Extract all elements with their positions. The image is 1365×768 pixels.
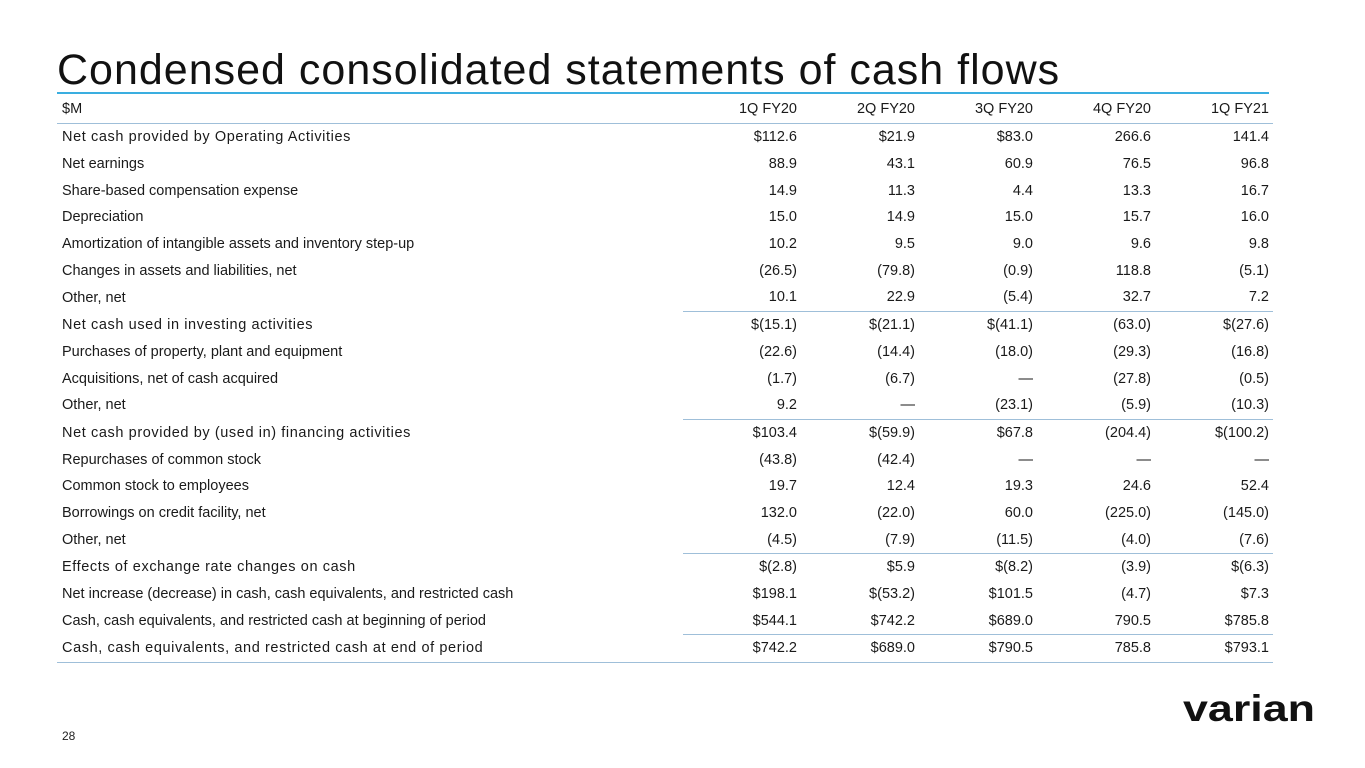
- row-value: (22.0): [877, 504, 915, 521]
- row-value: 12.4: [886, 478, 915, 495]
- row-value: 10.2: [768, 236, 797, 253]
- subtotal-row: [57, 124, 1273, 151]
- table-row: [57, 284, 1273, 311]
- row-label: Net earnings: [62, 156, 145, 173]
- row-value: 9.8: [1248, 236, 1269, 253]
- row-value: (5.1): [1239, 262, 1269, 279]
- page-title: Condensed consolidated statements of cash flows: [57, 46, 1061, 94]
- row-value: —: [900, 397, 915, 414]
- row-value: 88.9: [768, 156, 797, 173]
- table-row: [57, 392, 1273, 419]
- row-value: 15.7: [1122, 209, 1151, 226]
- column-header-1q-fy21: 1Q FY21: [1155, 95, 1273, 124]
- row-value: —: [1018, 370, 1033, 387]
- table-row: [57, 500, 1273, 527]
- row-label: Net cash provided by Operating Activities: [62, 129, 351, 146]
- row-label: Share-based compensation expense: [62, 182, 299, 199]
- row-value: (204.4): [1037, 419, 1155, 446]
- table-row: [57, 339, 1273, 366]
- row-value: (18.0): [995, 343, 1033, 360]
- table-row: [57, 231, 1273, 258]
- cash-flow-table: [57, 95, 1273, 663]
- row-value: 132.0: [760, 504, 797, 521]
- row-value: 22.9: [886, 289, 915, 306]
- row-value: $(27.6): [1155, 311, 1273, 338]
- row-value: 10.1: [768, 289, 797, 306]
- row-value: $(21.1): [801, 311, 919, 338]
- row-value: 4.4: [1012, 182, 1033, 199]
- row-label: Effects of exchange rate changes on cash: [62, 559, 356, 576]
- row-value: 7.2: [1248, 289, 1269, 306]
- row-value: $(2.8): [683, 554, 801, 581]
- row-value: $(59.9): [801, 419, 919, 446]
- table-row: [57, 446, 1273, 473]
- row-value: (14.4): [877, 343, 915, 360]
- row-value: $742.2: [870, 612, 915, 629]
- row-value: 19.7: [768, 478, 797, 495]
- row-label: Borrowings on credit facility, net: [62, 504, 266, 521]
- row-value: 15.0: [1004, 209, 1033, 226]
- row-value: $67.8: [919, 419, 1037, 446]
- row-value: 16.7: [1240, 182, 1269, 199]
- row-value: $544.1: [752, 612, 797, 629]
- row-label: Depreciation: [62, 209, 144, 226]
- row-value: 60.0: [1004, 504, 1033, 521]
- subtotal-row: [57, 635, 1273, 663]
- row-value: 141.4: [1232, 129, 1269, 146]
- row-value: (79.8): [877, 262, 915, 279]
- column-header-1q-fy20: 1Q FY20: [683, 95, 801, 124]
- row-label: Acquisitions, net of cash acquired: [62, 370, 279, 387]
- row-value: (11.5): [996, 531, 1033, 548]
- row-value: (4.5): [767, 531, 797, 548]
- table-row: [57, 151, 1273, 178]
- row-label: Cash, cash equivalents, and restricted cash at beginning of period: [62, 612, 486, 629]
- row-value: 76.5: [1122, 156, 1151, 173]
- row-label: Purchases of property, plant and equipment: [62, 343, 343, 360]
- row-value: $21.9: [878, 129, 915, 146]
- row-value: —: [1254, 451, 1269, 468]
- table-row: [57, 581, 1273, 608]
- row-label: Other, net: [62, 531, 126, 548]
- table-row: [57, 526, 1273, 553]
- row-value: 14.9: [886, 209, 915, 226]
- row-label: Repurchases of common stock: [62, 451, 262, 468]
- row-value: 19.3: [1004, 478, 1033, 495]
- row-value: 60.9: [1004, 156, 1033, 173]
- row-value: $198.1: [752, 586, 797, 603]
- row-value: 43.1: [886, 156, 915, 173]
- column-header-units: $M: [57, 95, 683, 124]
- row-label: Common stock to employees: [62, 478, 249, 495]
- row-value: $(8.2): [919, 554, 1037, 581]
- row-value: 96.8: [1240, 156, 1269, 173]
- row-value: 9.0: [1012, 236, 1033, 253]
- row-value: 52.4: [1240, 478, 1269, 495]
- row-value: $103.4: [683, 419, 801, 446]
- row-value: $(53.2): [869, 586, 915, 603]
- varian-logo: [1183, 693, 1317, 725]
- row-value: $(100.2): [1155, 419, 1273, 446]
- row-value: 32.7: [1122, 289, 1151, 306]
- row-value: (145.0): [1223, 504, 1269, 521]
- row-value: 266.6: [1114, 129, 1151, 146]
- row-value: $793.1: [1155, 635, 1273, 663]
- page-number: 28: [62, 729, 76, 743]
- row-value: $(41.1): [919, 311, 1037, 338]
- subtotal-row: [57, 419, 1273, 446]
- row-value: (7.9): [885, 531, 915, 548]
- row-value: (6.7): [885, 370, 915, 387]
- subtotal-row: [57, 311, 1273, 338]
- row-value: —: [1018, 451, 1033, 468]
- row-value: $(6.3): [1155, 554, 1273, 581]
- row-value: 24.6: [1122, 478, 1151, 495]
- row-value: $101.5: [988, 586, 1033, 603]
- row-value: $742.2: [683, 635, 801, 663]
- row-value: (4.0): [1121, 531, 1151, 548]
- row-value: 14.9: [768, 182, 797, 199]
- row-value: (27.8): [1113, 370, 1151, 387]
- row-label: Net cash provided by (used in) financing activities: [62, 424, 411, 441]
- row-value: $5.9: [801, 554, 919, 581]
- row-value: (5.9): [1121, 397, 1151, 414]
- row-label: Cash, cash equivalents, and restricted cash at end of period: [57, 635, 683, 663]
- table-row: [57, 365, 1273, 392]
- row-value: $112.6: [753, 129, 797, 146]
- column-header-4q-fy20: 4Q FY20: [1037, 95, 1155, 124]
- row-value: (22.6): [759, 343, 797, 360]
- row-value: (0.9): [1003, 262, 1033, 279]
- table-row: [57, 607, 1273, 634]
- row-value: $785.8: [1224, 612, 1269, 629]
- row-label: Other, net: [62, 397, 126, 414]
- title-divider: [57, 92, 1269, 94]
- table-row: [57, 204, 1273, 231]
- row-value: (4.7): [1121, 586, 1151, 603]
- row-value: (3.9): [1037, 554, 1155, 581]
- row-value: 790.5: [1114, 612, 1151, 629]
- logo-wordmark: varian: [1183, 693, 1315, 725]
- row-value: (63.0): [1037, 311, 1155, 338]
- row-value: (42.4): [877, 451, 915, 468]
- row-value: 9.5: [894, 236, 915, 253]
- row-value: (26.5): [759, 262, 797, 279]
- row-value: 9.2: [776, 397, 797, 414]
- table-row: [57, 177, 1273, 204]
- row-value: (10.3): [1231, 397, 1269, 414]
- table-row: [57, 473, 1273, 500]
- row-value: (43.8): [759, 451, 797, 468]
- row-value: 15.0: [768, 209, 797, 226]
- row-value: (7.6): [1239, 531, 1269, 548]
- row-value: $83.0: [996, 129, 1033, 146]
- row-value: 16.0: [1240, 209, 1269, 226]
- row-value: $(15.1): [683, 311, 801, 338]
- row-value: $790.5: [919, 635, 1037, 663]
- row-value: (1.7): [767, 370, 797, 387]
- row-value: 118.8: [1115, 262, 1151, 279]
- row-value: (23.1): [995, 397, 1033, 414]
- row-value: $7.3: [1240, 586, 1269, 603]
- row-value: $689.0: [988, 612, 1033, 629]
- table-row: [57, 257, 1273, 284]
- row-value: 9.6: [1130, 236, 1151, 253]
- row-value: 785.8: [1037, 635, 1155, 663]
- row-label: Changes in assets and liabilities, net: [62, 262, 297, 279]
- row-label: Other, net: [62, 289, 126, 306]
- row-value: (5.4): [1003, 289, 1033, 306]
- row-value: $689.0: [801, 635, 919, 663]
- table-body: [57, 124, 1273, 663]
- row-value: 11.3: [887, 182, 915, 199]
- column-header-2q-fy20: 2Q FY20: [801, 95, 919, 124]
- row-value: (16.8): [1231, 343, 1269, 360]
- row-value: (0.5): [1239, 370, 1269, 387]
- row-value: —: [1136, 451, 1151, 468]
- row-value: 13.3: [1122, 182, 1151, 199]
- table-header-row: [57, 95, 1273, 124]
- row-label: Net increase (decrease) in cash, cash equivalents, and restricted cash: [62, 586, 514, 603]
- column-header-3q-fy20: 3Q FY20: [919, 95, 1037, 124]
- row-label: Amortization of intangible assets and inventory step-up: [62, 236, 415, 253]
- subtotal-row: [57, 554, 1273, 581]
- row-value: (225.0): [1105, 504, 1151, 521]
- row-label: Net cash used in investing activities: [62, 316, 314, 333]
- row-value: (29.3): [1113, 343, 1151, 360]
